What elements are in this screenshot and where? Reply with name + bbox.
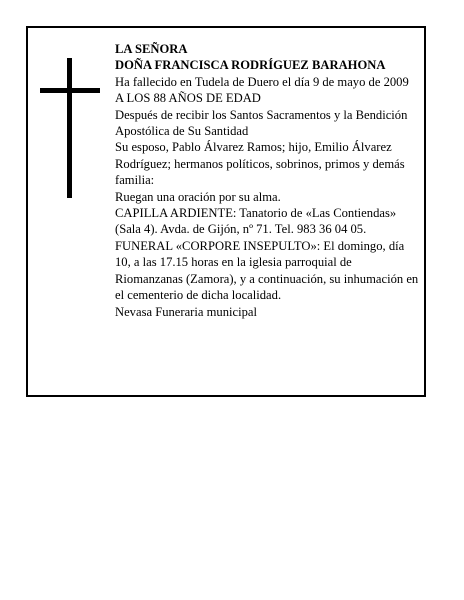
notice-text (115, 41, 421, 320)
prayer-request: Ruegan una oración por su alma. (115, 189, 281, 204)
cross-horizontal-bar (40, 88, 100, 93)
chapel-info: CAPILLA ARDIENTE: Tanatorio de «Las Contiendas» (Sala 4). Avda. de Gijón, nº 71. Tel. 983 36 04 05. (115, 206, 397, 237)
cross-vertical-bar (67, 58, 72, 198)
sacraments-text: Después de recibir los Santos Sacramentos y la Bendición Apostólica de Su Santidad (115, 107, 408, 139)
death-info: Ha fallecido en Tudela de Duero el día 9 de mayo de 2009 (115, 74, 409, 89)
family-text: Su esposo, Pablo Álvarez Ramos; hijo, Emilio Álvarez Rodríguez; hermanos políticos, sobrinos, primos y demás familia: (115, 140, 405, 188)
funeral-home: Nevasa Funeraria municipal (115, 304, 257, 319)
cross-icon (40, 58, 100, 198)
deceased-name: DOÑA FRANCISCA RODRÍGUEZ BARAHONA (115, 58, 386, 73)
funeral-info: FUNERAL «CORPORE INSEPULTO»: El domingo, día 10, a las 17.15 horas en la iglesia parroquial de Riomanzanas (Zamora), y a continuación, su inhumación en el cementerio de dicha localidad. (115, 238, 419, 303)
obituary-notice (26, 26, 426, 397)
age-line: A LOS 88 AÑOS DE EDAD (115, 91, 261, 106)
title-line: LA SEÑORA (115, 42, 188, 56)
